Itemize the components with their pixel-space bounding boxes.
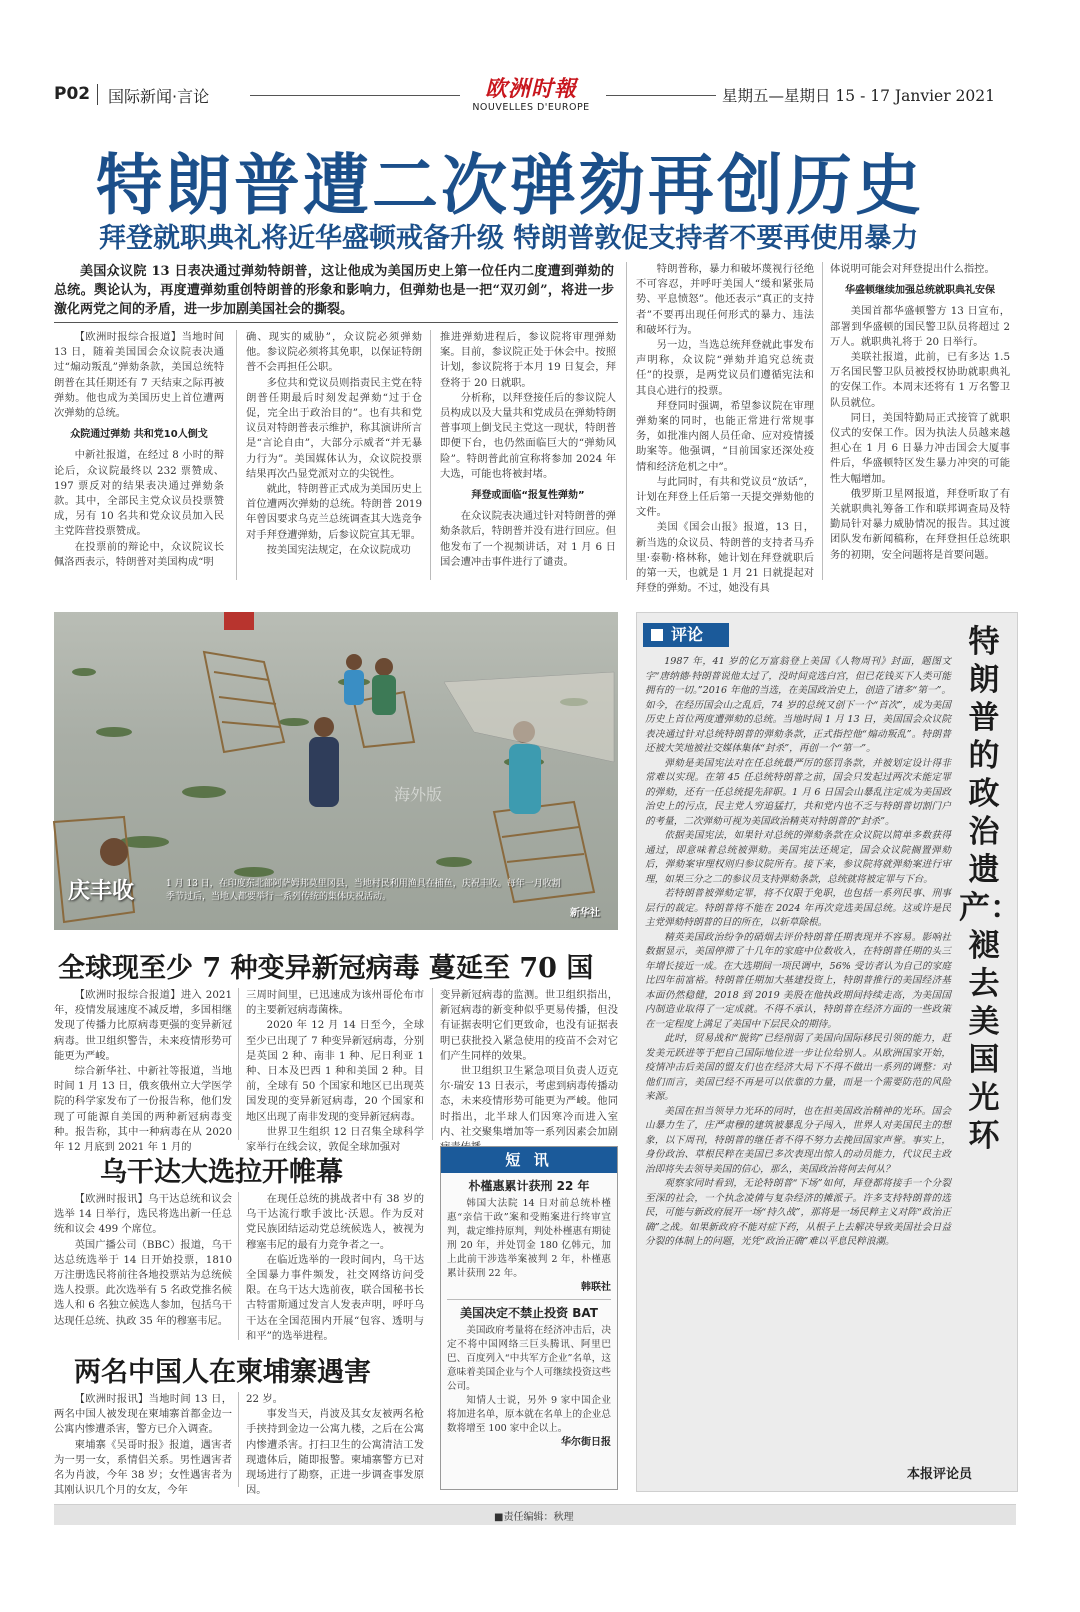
- covid-paragraph: 【欧洲时报综合报道】进入 2021 年，疫情发展速度不减反增，多国相继发现了传播力比原病毒更强的变异新冠病毒。世卫组织警告，未来疫情形势可能更为严峻。: [54, 989, 232, 1062]
- lead-subhead: 拜登就职典礼将近华盛顿戒备升级 特朗普敦促支持者不要再使用暴力: [99, 223, 919, 254]
- uganda-paragraph: 在现任总统的挑战者中有 38 岁的乌干达流行歌手波比·沃恩。作为反对党民族团结运动党总统候选人，被视为穆塞韦尼的最有力竞争者之一。: [246, 1193, 424, 1251]
- section-label: 国际新闻·言论: [108, 87, 210, 106]
- brief-source: 华尔街日报: [561, 1437, 611, 1448]
- lead-subheading: 众院通过弹劾 共和党10人倒戈: [70, 429, 208, 441]
- summary-rule: [54, 322, 618, 323]
- commentary-tag: [643, 623, 729, 647]
- uganda-headline: 乌干达大选拉开帷幕: [100, 1157, 343, 1188]
- lead-column-5: [830, 262, 1010, 580]
- uganda-paragraph: 在临近选举的一段时间内，乌干达全国暴力事件频发，社交网络访问受限。在乌干达大选前夜，联合国秘书长古特雷斯通过发言人发表声明，呼吁乌干达在全国范围内开展“包容、透明与和平”的选举进程。: [246, 1253, 424, 1342]
- lead-column-1: [54, 330, 224, 580]
- brief-title: 朴槿惠累计获刑 22 年: [468, 1179, 590, 1193]
- cambodia-column-2: [246, 1392, 424, 1497]
- news-photo: [54, 612, 618, 930]
- covid-paragraph: 变异新冠病毒的监测。世卫组织指出，新冠病毒的新变种似乎更易传播，但没有证据表明它们更致命，也没有证据表明已获批投入紧急使用的疫苗不会对它们产生同样的效果。: [440, 989, 618, 1062]
- brief-divider: [447, 1299, 611, 1300]
- uganda-column-1: [54, 1192, 232, 1340]
- covid-column-3: [440, 988, 618, 1140]
- column-divider: [238, 1392, 239, 1487]
- brief-paragraph: 知情人士说，另外 9 家中国企业将加进名单，原本就在名单上的企业总数将增至 100 家中企以上。: [447, 1395, 611, 1434]
- lead-paragraph: 与此同时，有共和党议员“放话”，计划在拜登上任后第一天提交弹劾他的文件。: [636, 475, 814, 519]
- uganda-paragraph: 英国广播公司（BBC）报道，乌干达总统选举于 14 日开始投票，1810 万注册选民将前往各地投票站为总统候选人投票。此次选举有 5 名政党推名候选人和 6 名独立候选人参加，包括乌干达现任总统、执政 35 年的穆塞韦尼。: [54, 1238, 232, 1327]
- lead-paragraph: 特朗普称，暴力和破坏蔑视行径绝不可容忍，并呼吁美国人“缓和紧张局势、平息愤怒”。他还表示“真正的支持者”不要再出现任何形式的暴力、违法和破坏行为。: [636, 263, 814, 336]
- commentary-tag-square: [651, 629, 663, 641]
- cambodia-paragraph: 事发当天，肖波及其女友被两名枪手挟持到金边一公寓九楼，之后在公寓内惨遭杀害。打扫卫生的公寓清洁工发现遗体后，随即报警。柬埔寨警方已对现场进行了勘察，正进一步调查事发原因。: [246, 1408, 424, 1497]
- briefs-content: [441, 1179, 617, 1491]
- covid-paragraph: 综合新华社、中新社等报道，当地时间 1 月 13 日，俄亥俄州立大学医学院的科学家发布了一份报告称，他们发现了可能源自美国的两种新冠病毒变种。报告称，其中一种病毒在从 2020 年 12 月底到 2021 年 1 月的: [54, 1065, 232, 1154]
- commentary-body: [645, 655, 951, 1455]
- column-divider: [432, 988, 433, 1140]
- lead-paragraph: 在投票前的辩论中，众议院议长佩洛西表示，特朗普对美国构成“明: [54, 540, 224, 568]
- briefs-header: 短 讯: [441, 1147, 617, 1173]
- covid-headline: 全球现至少 7 种变异新冠病毒 蔓延至 70 国: [58, 953, 594, 984]
- column-divider: [822, 262, 823, 580]
- brief-paragraph: 美国政府考量将在经济冲击后，决定不将中国网络三巨头腾讯、阿里巴巴、百度列入“中共军方企业”名单，这意味着美国企业与个人可继续投资这些公司。: [447, 1325, 611, 1392]
- lead-column-3: [440, 330, 616, 580]
- cambodia-paragraph: 【欧洲时报讯】当地时间 13 日，两名中国人被发现在柬埔寨首都金边一公寓内惨遭杀害，警方已介入调查。: [54, 1393, 232, 1436]
- commentary-paragraph: 美国在担当领导力光环的同时，也在担美国政治精神的光环。国会山暴力生了，庄严肃穆的建筑被暴乱分子闯入，世界人对美国民主的想象，以下周刊，特朗普的继任者不得不努力去挽回国家声誉。事实上，身份政治、草根民粹在美国已多次表现出惊人的动员能力，代议民主政治即将失去领导美国的信心，那么，美国政治将何去何从？: [645, 1105, 951, 1175]
- commentary-paragraph: 弹劾是美国宪法对在任总统最严厉的惩罚条款，并被划定设计得非常难以实现。在第 45 任总统特朗普之前，国会只发起过两次未能定罪的弹劾，还有一任总统提先辞职。1 月 6 日国会山暴乱注定成为美国政治史上的污点，民主党人穷追猛打，共和党内也不乏与特朗普切割门户的考量，二次弹劾可视为美国政治精英对特朗普的“封杀”。: [645, 757, 951, 827]
- page-number: P02: [54, 84, 91, 104]
- commentary-paragraph: 依据美国宪法，如果针对总统的弹劾条款在众议院以简单多数获得通过，即意味着总统被弹劾。美国宪法还规定，国会众议院搁置弹劾后，弹劾案审理权则归参议院所有。接下来，参议院将就弹劾案进行审理，如果三分之二的参议员支持弹劾条款，总统就将被定罪与下台。: [645, 830, 951, 885]
- covid-column-2: [246, 988, 424, 1154]
- lead-summary: 美国众议院 13 日表决通过弹劾特朗普，这让他成为美国历史上第一位任内二度遭到弹劾的总统。舆论认为，再度遭弹劾重创特朗普的形象和影响力，但弹劾也是一把“双刃剑”，将进一步激化两党之间的矛盾，进一步加剧美国社会的撕裂。: [54, 264, 614, 317]
- editor-credit: ■责任编辑：秋理: [494, 1512, 574, 1523]
- photo-title: 庆丰收: [68, 878, 135, 904]
- lead-paragraph: 就此，特朗普正式成为美国历史上首位遭两次弹劾的总统。特朗普 2019 年曾因要求乌克兰总统调查其大选竞争对手拜登遭弹劾，后参议院宣其无罪。: [246, 483, 422, 541]
- column-divider: [238, 988, 239, 1140]
- lead-paragraph: 按美国宪法规定，在众议院成功: [266, 543, 411, 556]
- lead-paragraph: 拜登同时强调，希望参议院在审理弹劾案的同时，也能正常进行常规事务，如批准内阁人员任命、应对疫情援助案等。他强调，“目前国家还深处疫情和经济危机之中”。: [636, 399, 814, 473]
- column-divider: [626, 262, 627, 580]
- lead-column-2: [246, 330, 422, 580]
- lead-paragraph: 俄罗斯卫星网报道，拜登听取了有关就职典礼筹备工作和联邦调查局及特勤局针对暴力威胁情况的报告。其过渡团队发布新闻稿称，在拜登担任总统职务的初期，安全问题将是首要问题。: [830, 487, 1010, 561]
- commentary-paragraph: 此时，贸易战和“脱钩”已经削弱了美国向国际移民引领的能力，赶发美元跃进等于把自己国际地位进一步让位给别人。从欧洲国家开始，疫情冲击后美国的盟友们也在经济大局下不得不做出一系列的调整：对他们而言，美国已经不再是可以依靠的力量，而是一个需要防范的风险来源。: [645, 1033, 951, 1102]
- masthead-rule-right: [606, 95, 716, 96]
- uganda-column-2: [246, 1192, 424, 1340]
- covid-column-1: [54, 988, 232, 1154]
- logo-french: NOUVELLES D'EUROPE: [472, 102, 590, 113]
- commentary-tag-label: 评论: [671, 625, 704, 644]
- commentary-paragraph: 1987 年，41 岁的亿万富翁登上美国《人物周刊》封面，题图文字“唐纳德·特朗普说他太过了，没时间竞选白宫，但已花钱买下人类可能拥有的一切。”2016 年他的当选，在美国政治史上，创造了诸多“第一”。如今，在经历国会山之乱后，74 岁的总统又创下一个“首次”，成为美国历史上首位两度遭弹劾的总统。当地时间 1 月 13 日，美国国会众议院表决通过针对总统特朗普的弹劾条款，正式指控他“煽动叛乱”。特朗普还被大笑地被社交媒体集体“封杀”，再创一个“第一”。: [645, 656, 952, 754]
- logo-chinese: 欧洲时報: [484, 76, 577, 102]
- lead-paragraph: 美国《国会山报》报道，13 日，新当选的众议员、特朗普的支持者马乔里·泰勒·格林称，她计划在拜登就职后的第一天，也就是 1 月 21 日就提起对拜登的弹劾。不过，她没有具: [636, 521, 814, 595]
- photo-caption: 1 月 13 日，在印度东北部阿萨姆邦莫里冈县，当地村民利用渔具在捕鱼，庆祝丰收。每年一月收割季节过后，当地人都要举行一系列传统的集体庆祝活动。: [166, 879, 561, 902]
- cambodia-paragraph: 柬埔寨《吴哥时报》报道，遇害者为一男一女，系情侣关系。男性遇害者名为肖波，今年 38 岁；女性遇害者为其刚认识几个月的女友，今年: [54, 1438, 232, 1497]
- lead-paragraph: 多位共和党议员则指责民主党在特朗普任期最后时刻发起弹劾“过于仓促，完全出于政治目的”。也有共和党议员对特朗普表示维护，称其演讲所言是“言论自由”，大部分示威者“并无暴力行为”。美国媒体认为，众议院投票结果再次凸显党派对立的尖锐性。: [246, 376, 422, 480]
- commentary-paragraph: 精英美国政治纷争的硝烟去评价特朗普任期表现并不容易。影响社数据显示，美国停滞了十几年的家庭中位数收入，在特朗普任期的头三年增长接近一成。在大选期间一项民调中，56% 受访者认为自己的家庭比四年前富裕。特朗普任期加大基建投资上，特朗普推行的美国经济基本面仍然稳健，2018 到 2019 美股在他执政期间持续走高，为美国国内制造业取得了一定成就。不得不承认，特朗普在经济方面的一些政策在一定程度上满足了美国中下层民众的期待。: [645, 931, 951, 1030]
- briefs-box: [440, 1146, 618, 1490]
- cambodia-column-1: [54, 1392, 232, 1497]
- cambodia-paragraph: 22 岁。: [246, 1393, 283, 1405]
- commentary-paragraph: 观察家同时看到，无论特朗普“下场”如何，拜登都将接手一个分裂至深的社会，一个执念凌倩与复杂经济的摊派子。许多支持特朗普的选民，可能与新政府展开一场“持久战”，那将是一场民粹主义对阵“政治正确”之战。如果新政府不能对症下药，从根子上去解决导致美国社会日益分裂的体制上的问题，光凭“政治正确”难以平息民粹浪潮。: [645, 1178, 951, 1247]
- column-divider: [236, 330, 237, 580]
- lead-paragraph: 美国首都华盛顿警方 13 日宣布，部署到华盛顿的国民警卫队员将超过 2 万人。就职典礼将于 20 日举行。: [830, 305, 1010, 348]
- lead-paragraph: 同日，美国特勤局正式接管了就职仪式的安保工作。因为执法人员越来越担心在 1 月 6 日暴力冲击国会大厦事件后，华盛顿特区发生暴力冲突的可能性大幅增加。: [830, 411, 1010, 485]
- lead-subheading: 华盛顿继续加强总统就职典礼安保: [845, 285, 995, 297]
- covid-paragraph: 世卫组织卫生紧急项目负责人迈克尔·瑞安 13 日表示，考虑到病毒传播动态，未来疫情形势可能更为严峻。他同时指出，北半球人们因寒冷而进入室内、社交聚集增加等一系列因素会加剧: [440, 1065, 618, 1138]
- photo-credit: 新华社: [570, 908, 600, 919]
- lead-column-4: [636, 262, 814, 595]
- lead-paragraph: 推进弹劾进程后，参议院将审理弹劾案。目前，参议院正处于休会中。按照计划，参议院将于本月 19 日复会，拜登将于 20 日就职。: [440, 331, 616, 389]
- commentary-title: 特朗普的政治遗产：褪去美国光环: [959, 624, 1021, 1154]
- cambodia-headline: 两名中国人在柬埔寨遇害: [74, 1357, 371, 1388]
- covid-paragraph: 世界卫生组织 12 日召集全球科学家举行在线会议，敦促全球加强对: [246, 1125, 424, 1154]
- commentary-byline: 本报评论员: [907, 1467, 973, 1482]
- footer-bar: [54, 1504, 1016, 1525]
- covid-paragraph: 2020 年 12 月 14 日至今，全球至少已出现了 7 种变异新冠病毒，分别是英国 2 种、南非 1 种、尼日利亚 1 种、日本及巴西 1 种和美国 2 种。目前，全球有 50 个国家和地区已出现英国发现的变异新冠病毒，20 个国家和地区出现了南非发现的变异新冠病毒。: [246, 1019, 424, 1123]
- lead-paragraph: 在众议院表决通过针对特朗普的弹劾条款后，特朗普并没有进行回应。但他发布了一个视频讲话，对 1 月 6 日国会遭冲击事件进行了谴责。: [440, 510, 616, 568]
- lead-paragraph: 美联社报道，此前，已有多达 1.5 万名国民警卫队员被授权协助就职典礼的安保工作。本周末还将有 1 万名警卫队员就位。: [830, 351, 1010, 409]
- lead-headline: 特朗普遭二次弹劾再创历史: [96, 146, 924, 224]
- masthead-divider: [97, 84, 98, 105]
- brief-paragraph: 韩国大法院 14 日对前总统朴槿惠“亲信干政”案和受贿案进行终审宣判，裁定维持原判，判处朴槿惠有期徒刑 20 年，并处罚金 180 亿韩元，加上此前干涉选举案被判 2 年，朴槿惠累计获刑 22 年。: [447, 1198, 611, 1279]
- brief-title: 美国决定不禁止投资 BAT: [460, 1306, 598, 1320]
- commentary-box: [636, 612, 1021, 1492]
- lead-paragraph: 中新社报道，在经过 8 小时的辩论后，众议院最终以 232 票赞成、197 票反对的结果表决通过弹劾条款。其中，全部民主党众议员投票赞成，另有 10 名共和党众议员加入民主党阵营投票赞成。: [54, 449, 224, 538]
- covid-paragraph: 三周时间里，已迅速成为该州哥伦布市的主要新冠病毒菌株。: [246, 989, 424, 1017]
- lead-paragraph: 分析称，以拜登接任后的参议院人员构成以及大量共和党成员在弹劾特朗普事项上倒戈民主党这一现状，特朗普即便下台，也仍然面临巨大的“弹劾风险”。特朗普此前宣称将参加 2024 年大选，可能也将被封堵。: [440, 391, 616, 480]
- column-divider: [238, 1192, 239, 1340]
- brief-source: 韩联社: [581, 1282, 611, 1293]
- masthead-rule-left: [250, 95, 460, 96]
- issue-date: 星期五—星期日 15 - 17 Janvier 2021: [722, 87, 995, 105]
- lead-paragraph: 确、现实的威胁”，众议院必须弹劾他。参议院必须将其免职，以保证特朗普不会再担任公职。: [246, 331, 422, 374]
- lead-paragraph: 另一边，当选总统拜登就此事发布声明称，众议院“弹劾并追究总统责任”的投票，是两党议员们遵循宪法和其良心进行的投票。: [636, 339, 814, 397]
- column-divider: [430, 330, 431, 580]
- lead-subheading: 拜登或面临“报复性弹劾”: [471, 490, 585, 502]
- uganda-paragraph: 【欧洲时报讯】乌干达总统和议会选举 14 日举行，选民将选出新一任总统和议会 499 个席位。: [54, 1193, 232, 1236]
- newspaper-logo: [462, 76, 600, 113]
- lead-paragraph: 体说明可能会对拜登提出什么指控。: [830, 263, 995, 275]
- lead-paragraph: 【欧洲时报综合报道】当地时间 13 日，随着美国国会众议院表决通过“煽动叛乱”弹劾条款，美国总统特朗普在其任期还有 7 天结束之际再被弹劾。他也成为美国历史上首位遭两次弹劾的总统。: [54, 331, 224, 420]
- commentary-paragraph: 若特朗普被弹劾定罪，将不仅限于免职，也包括一系列民事、刑事层行的裁定。特朗普将不能在 2024 年再次竞选美国总统。这或许是民主党弹劾特朗普的目的所在，以斩草除根。: [645, 888, 951, 928]
- photo-watermark: 海外版: [394, 785, 443, 804]
